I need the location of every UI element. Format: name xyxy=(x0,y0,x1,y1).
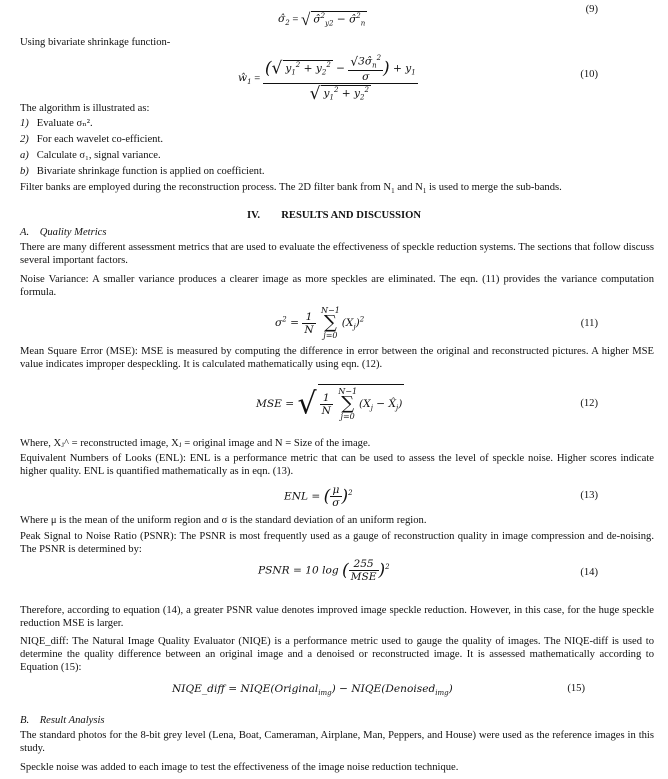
section-heading-results: IV. RESULTS AND DISCUSSION xyxy=(247,210,421,221)
equation-number-11: (11) xyxy=(580,318,598,329)
therefore-paragraph: Therefore, according to equation (14), a greater PSNR value denotes improved image speckle reduction. However, in this case, for the huge speckle reduction MSE is larger. xyxy=(20,605,654,629)
niqe-paragraph: NIQE_diff: The Natural Image Quality Evaluator (NIQE) is a performance metric used to gauge the quality of images. The NIQE-diff is used to determine the quality difference between an original image and a denoised or reconstructed image. It is assessed mathematically according to Equation (15): xyxy=(20,636,654,673)
equation-number-12: (12) xyxy=(580,398,598,409)
equation-10: $ŵ_1$ = (√ $y_1^2 + y_2^2$ − $\frac{√3\sigmâ_n^2}{\sigma}$ ) + $y_1$ √ $y_1^2 + y_2^2$ xyxy=(238,54,416,104)
mse-paragraph: Mean Square Error (MSE): MSE is measured by computing the difference in error between the original and reconstructed pictures. A higher MSE value indicates improper despeckling. It is calculated mathematically using eqn. (12). xyxy=(20,346,654,370)
subsection-quality-metrics: A. Quality Metrics xyxy=(20,227,107,238)
equation-11: $\sigma^2$ = $\frac{1}{N}$ N−1 ∑ j=0 $(X_j)^2$ xyxy=(275,306,365,340)
shrinkage-intro: Using bivariate shrinkage function- xyxy=(20,37,171,48)
psnr-paragraph: Peak Signal to Noise Ratio (PSNR): The PSNR is most frequently used as a gauge of reconstruction quality in image compression and de-noising. The PSNR is determined by: xyxy=(20,531,654,555)
algorithm-intro: The algorithm is illustrated as: xyxy=(20,103,150,114)
equation-12: MSE = √ $\frac{1}{N}$ N−1 ∑ j=0 ($X_j$ − $X̂_j$) xyxy=(256,384,404,422)
step-1: 1) Evaluate σₙ². xyxy=(20,118,93,129)
equation-15: NIQE_diff = NIQE(Original$_{img}$) − NIQE(Denoised$_{img}$) xyxy=(172,683,453,698)
step-a: a) Calculate σ₁, signal variance. xyxy=(20,150,161,161)
subsection-result-analysis: B. Result Analysis xyxy=(20,715,105,726)
noise-variance-paragraph: Noise Variance: A smaller variance produces a clearer image as more speckles are eliminated. The eqn. (11) provides the variance computation formula. xyxy=(20,274,654,298)
equation-9: $\sigmâ_2$ = √ σ̂$^2_{y2}$ − σ̂$^2_n$ xyxy=(278,10,366,29)
step-2: 2) For each wavelet co-efficient. xyxy=(20,134,164,145)
equation-number-9: (9) xyxy=(585,4,598,15)
standard-photos-paragraph: The standard photos for the 8-bit grey level (Lena, Boat, Cameraman, Airplane, Man, Peppers, and House) were used as the reference images in this study. xyxy=(20,730,654,754)
where-reconstructed: Where, Xⱼ^ = reconstructed image, Xⱼ = original image and N = Size of the image. xyxy=(20,438,371,449)
equation-14: PSNR = 10 log ( $\frac{255}{\text{MSE}}$ )$^2$ xyxy=(258,558,390,583)
equation-number-14: (14) xyxy=(580,567,598,578)
filter-bank-paragraph: Filter banks are employed during the reconstruction process. The 2D filter bank from $N_1$ and $N_1$ is used to merge the sub-bands. xyxy=(20,182,562,196)
metrics-paragraph: There are many different assessment metrics that are used to evaluate the effectiveness of speckle reduction systems. The sections that follow discuss several important factors. xyxy=(20,242,654,266)
speckle-noise-paragraph: Speckle noise was added to each image to test the effectiveness of the image noise reduction technique. xyxy=(20,762,459,773)
equation-number-10: (10) xyxy=(580,69,598,80)
enl-paragraph: Equivalent Numbers of Looks (ENL): ENL is a performance metric that can be used to assess the level of speckle noise. Higher scores indicate higher quality. ENL is quantified mathematically as in eqn. (13). xyxy=(20,453,654,477)
step-b: b) Bivariate shrinkage function is applied on coefficient. xyxy=(20,166,265,177)
where-mu: Where μ is the mean of the uniform region and σ is the standard deviation of an uniform region. xyxy=(20,515,427,526)
equation-number-13: (13) xyxy=(580,490,598,501)
equation-number-15: (15) xyxy=(567,683,585,694)
equation-13: ENL = ( $\frac{\mu}{\sigma}$ )$^2$ xyxy=(284,484,353,509)
